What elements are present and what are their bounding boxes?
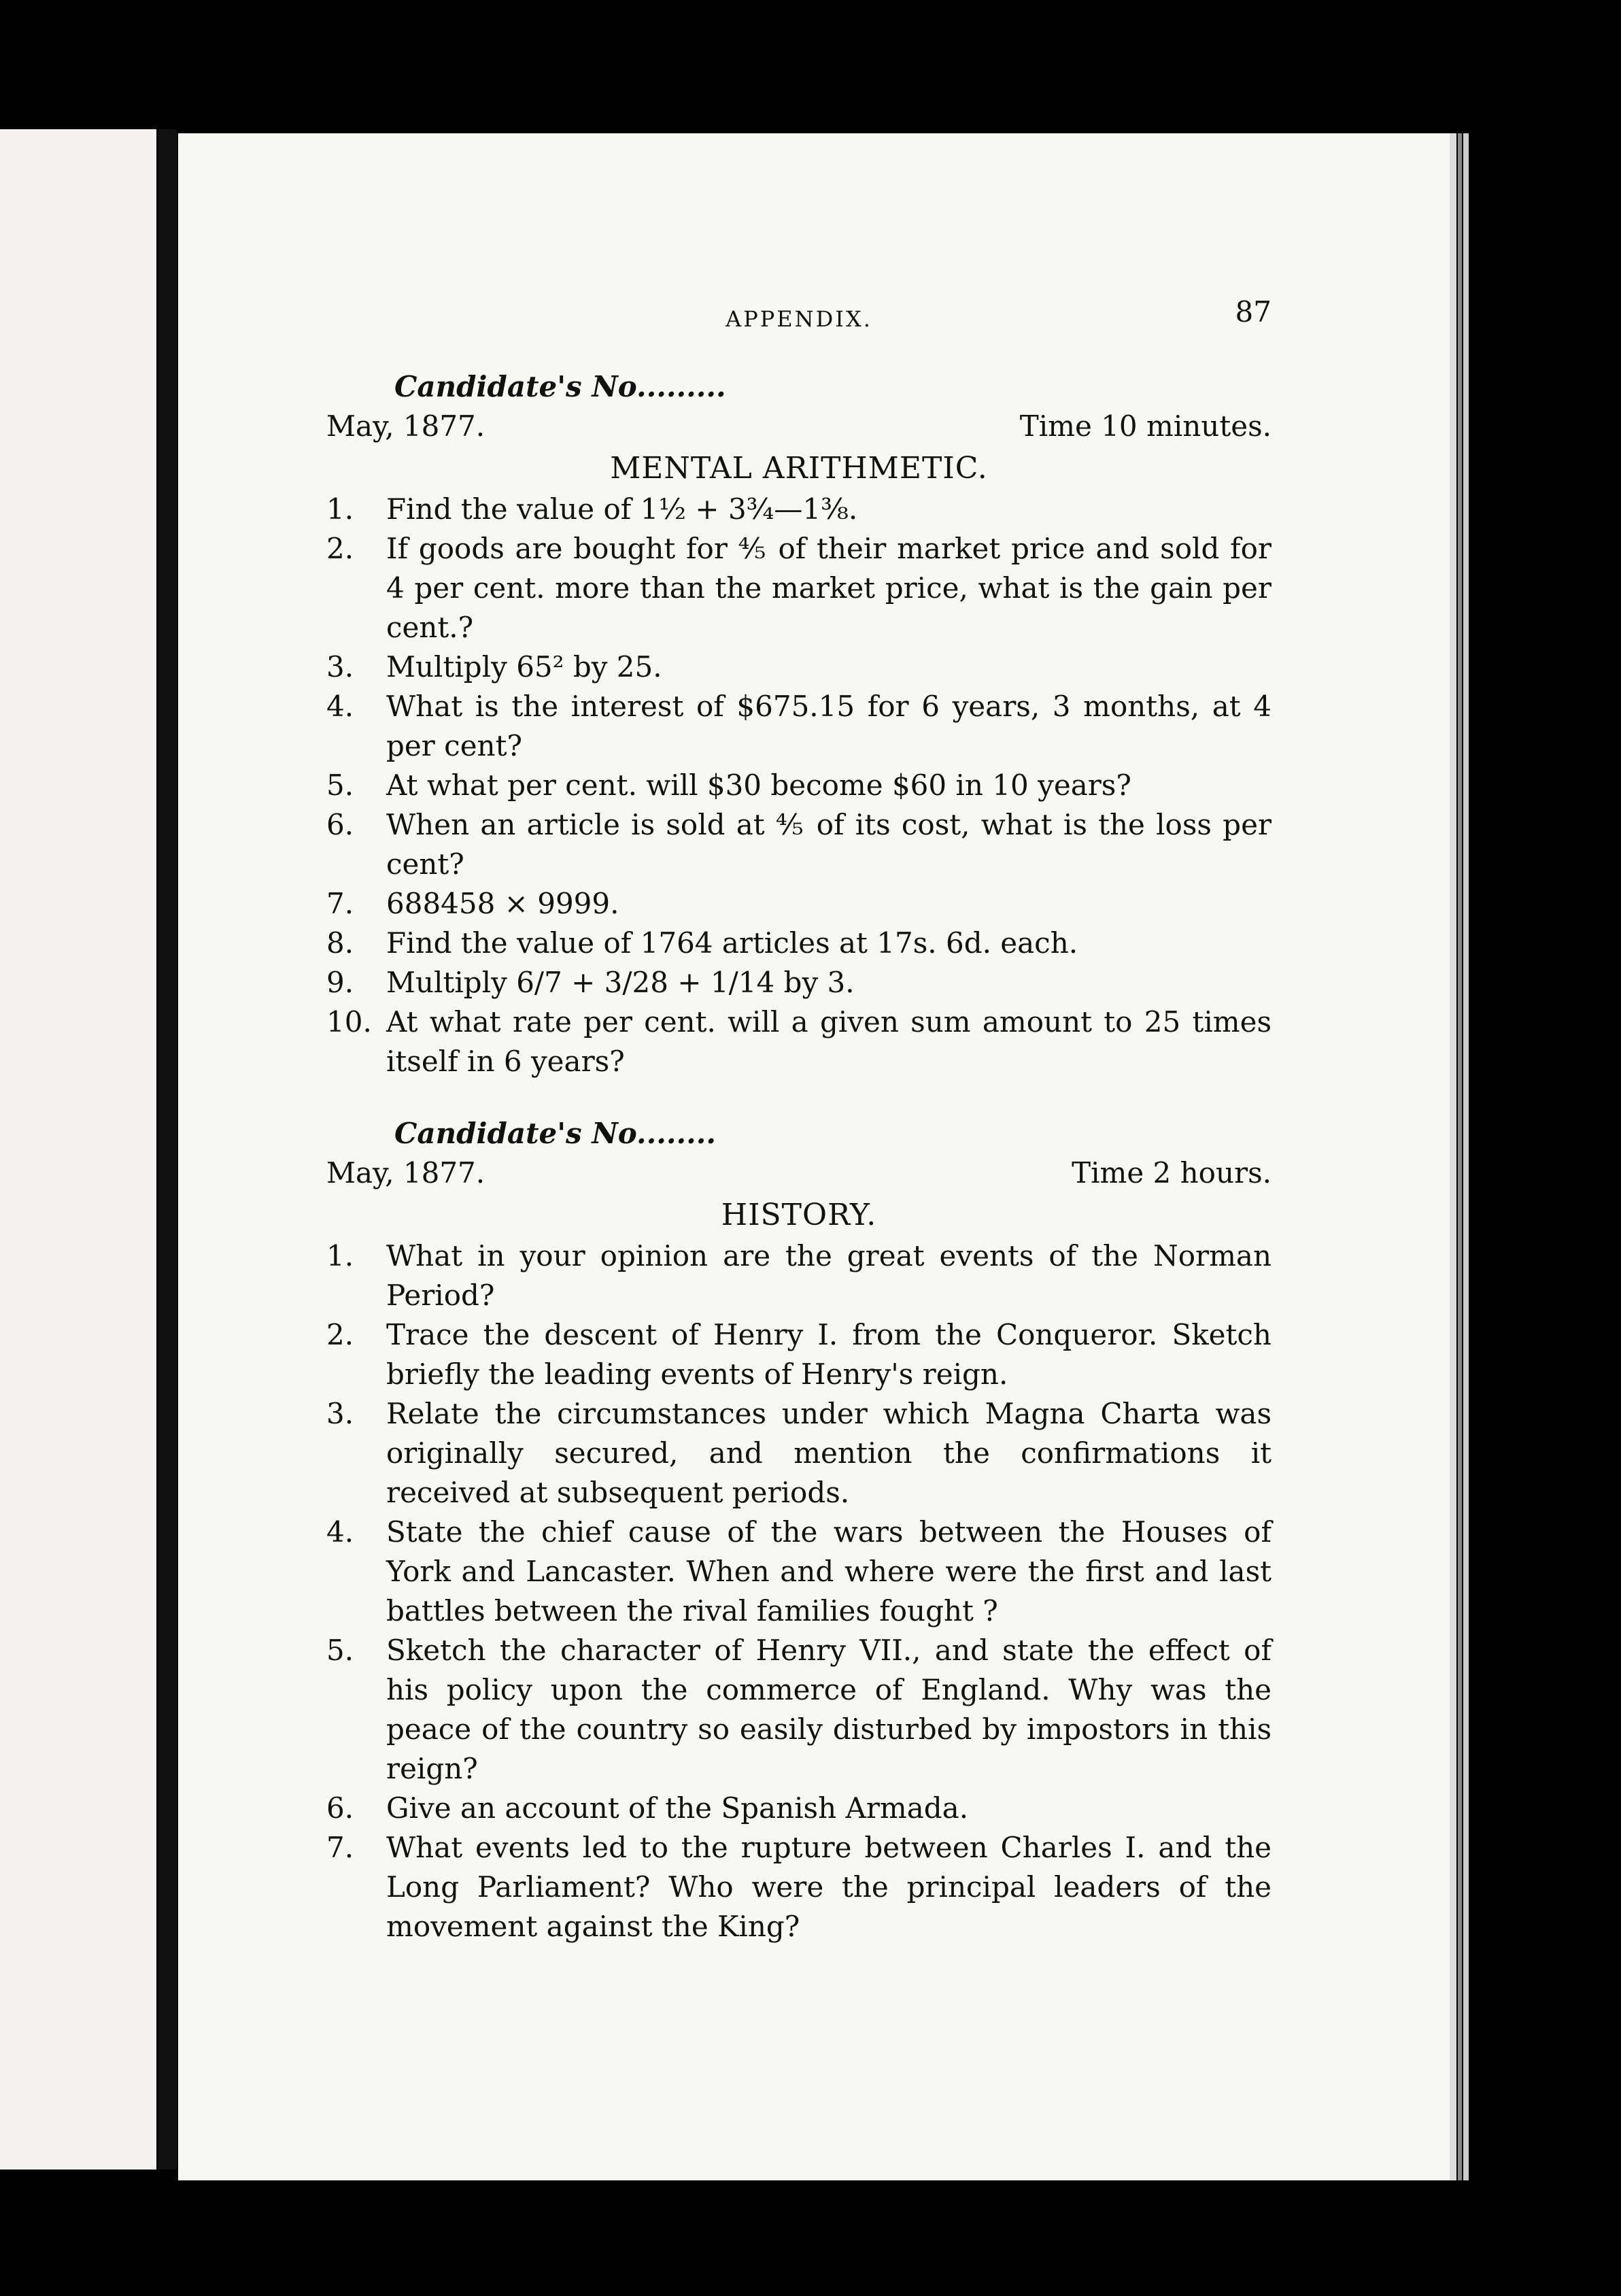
question-text: What events led to the rupture between Charles I. and the Long Parliament? Who were the principal leaders of the movement against the King? (386, 1831, 1272, 1943)
question-item (326, 1828, 1272, 1946)
question-item (326, 1513, 1272, 1631)
question-text: Find the value of 1764 articles at 17s. 6d. each. (386, 926, 1078, 960)
question-text: What in your opinion are the great events of the Norman Period? (386, 1239, 1272, 1312)
question-item (326, 766, 1272, 805)
page-number: 87 (1235, 295, 1272, 328)
question-number: 6. (326, 808, 354, 841)
running-title: APPENDIX. (726, 306, 872, 332)
question-number: 3. (326, 1397, 354, 1430)
question-text: State the chief cause of the wars between the Houses of York and Lancaster. When and where were the first and last battles between the rival families fought ? (386, 1515, 1272, 1627)
section-title: HISTORY. (721, 1198, 877, 1232)
running-head (326, 292, 1272, 340)
page-content (326, 292, 1272, 1946)
question-number: 2. (326, 532, 354, 565)
question-number: 7. (326, 887, 354, 920)
exam-section-mental-arithmetic (326, 367, 1272, 1081)
question-list (326, 1236, 1272, 1946)
question-text: Multiply 65² by 25. (386, 650, 662, 683)
question-number: 1. (326, 1239, 354, 1272)
question-list (326, 490, 1272, 1081)
question-number: 5. (326, 1634, 354, 1667)
question-number: 3. (326, 650, 354, 683)
candidate-number-line: Candidate's No........ (394, 1117, 716, 1150)
question-number: 8. (326, 926, 354, 960)
question-item (326, 1789, 1272, 1828)
question-text: When an article is sold at ⅘ of its cost, what is the loss per cent? (386, 808, 1272, 881)
question-item (326, 687, 1272, 766)
question-number: 1. (326, 492, 354, 526)
candidate-number-line: Candidate's No......... (394, 370, 726, 403)
question-number: 4. (326, 1515, 354, 1549)
question-number: 2. (326, 1318, 354, 1351)
question-text: Multiply 6/7 + 3/28 + 1/14 by 3. (386, 966, 855, 999)
question-item (326, 529, 1272, 647)
question-item (326, 490, 1272, 529)
question-text: If goods are bought for ⅘ of their market price and sold for 4 per cent. more than the market price, what is the gain per cent.? (386, 532, 1272, 644)
exam-time: Time 2 hours. (1072, 1156, 1272, 1189)
question-text: At what rate per cent. will a given sum amount to 25 times itself in 6 years? (386, 1005, 1272, 1078)
date-time-line (326, 407, 1272, 446)
question-text: Trace the descent of Henry I. from the Conqueror. Sketch briefly the leading events of Henry's reign. (386, 1318, 1272, 1391)
question-number: 9. (326, 966, 354, 999)
question-text: Give an account of the Spanish Armada. (386, 1791, 969, 1825)
question-number: 4. (326, 690, 354, 723)
page-edge-strip (1458, 133, 1462, 2180)
question-item (326, 1631, 1272, 1789)
question-item (326, 963, 1272, 1002)
question-item (326, 1315, 1272, 1394)
page-edge-strip (1463, 133, 1469, 2180)
question-number: 6. (326, 1791, 354, 1825)
exam-date: May, 1877. (326, 1156, 485, 1189)
question-item (326, 1236, 1272, 1315)
page-edge-strip (1450, 133, 1456, 2180)
date-time-line (326, 1153, 1272, 1193)
section-title: MENTAL ARITHMETIC. (610, 451, 988, 486)
question-item (326, 884, 1272, 924)
question-number: 10. (326, 1005, 372, 1039)
question-item (326, 805, 1272, 884)
left-page-edge (0, 129, 156, 2170)
exam-section-history (326, 1114, 1272, 1946)
question-number: 5. (326, 769, 354, 802)
question-text: Find the value of 1½ + 3¾—1⅜. (386, 492, 858, 526)
book-spine (158, 129, 177, 2170)
question-item (326, 647, 1272, 687)
question-number: 7. (326, 1831, 354, 1864)
question-text: At what per cent. will $30 become $60 in 10 years? (386, 769, 1131, 802)
exam-date: May, 1877. (326, 409, 485, 443)
question-text: Sketch the character of Henry VII., and state the effect of his policy upon the commerce of England. Why was the peace of the country so easily disturbed by impostors in this reign? (386, 1634, 1272, 1785)
question-text: Relate the circumstances under which Magna Charta was originally secured, and mention the confirmations it received at subsequent periods. (386, 1397, 1272, 1509)
exam-time: Time 10 minutes. (1019, 409, 1272, 443)
question-item (326, 924, 1272, 963)
question-text: 688458 × 9999. (386, 887, 619, 920)
question-text: What is the interest of $675.15 for 6 years, 3 months, at 4 per cent? (386, 690, 1272, 762)
question-item (326, 1394, 1272, 1513)
question-item (326, 1002, 1272, 1081)
